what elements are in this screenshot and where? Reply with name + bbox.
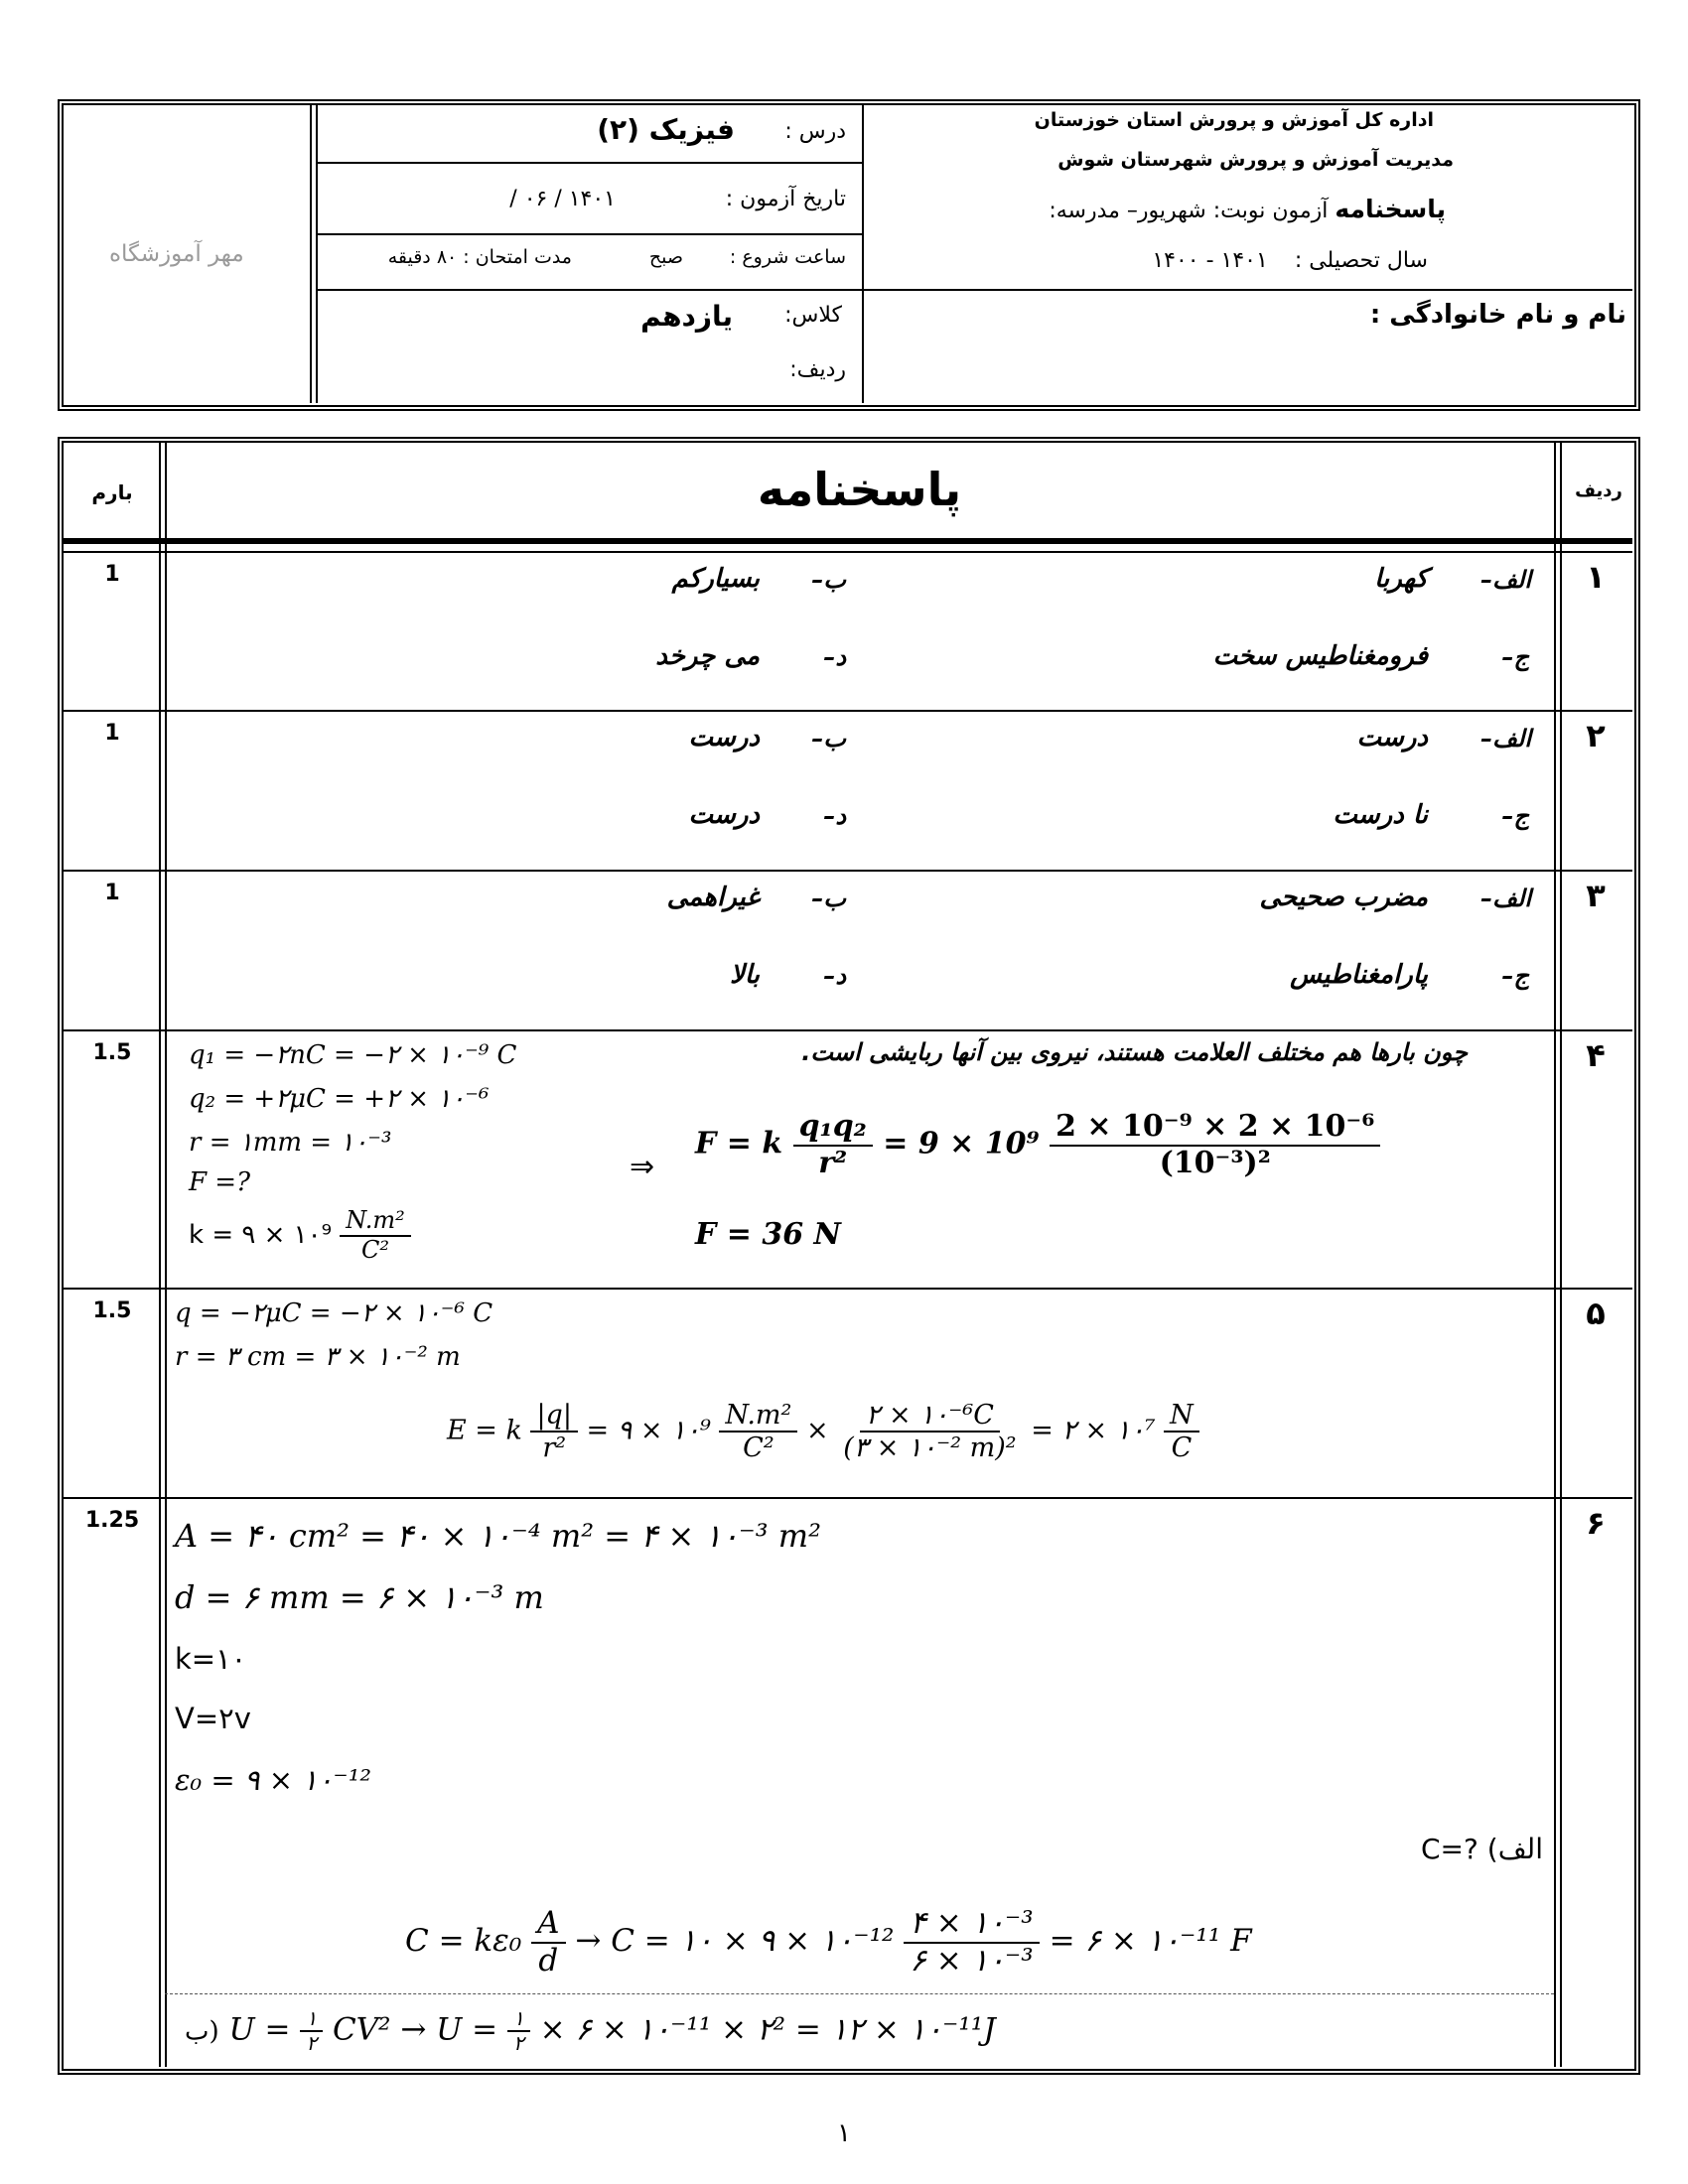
option-a-text: درست <box>1356 723 1428 752</box>
formula-values-den: (10⁻³)² <box>1159 1145 1271 1180</box>
formula-values-fraction <box>1050 1110 1380 1180</box>
question-statement: چون بارها هم مختلف العلامت هستند، نیروی بین آنها ربایشی است. <box>801 1038 1468 1066</box>
given-voltage: V=۲v <box>175 1702 251 1735</box>
formula-mid: = 9 × 10⁹ <box>883 1126 1040 1161</box>
subject-value: فیزیک (۲) <box>597 113 735 146</box>
frac-num: ۱ <box>300 2007 323 2032</box>
option-d-text: می چرخد <box>655 641 760 671</box>
fraction-result-unit <box>1164 1400 1199 1463</box>
option-b-label: ب– <box>811 725 846 752</box>
question-score: 1 <box>104 562 120 587</box>
question-score: 1.5 <box>92 1298 132 1323</box>
option-d-text: درست <box>688 800 760 830</box>
energy-formula <box>185 2007 996 2055</box>
fraction-values <box>904 1906 1039 1979</box>
option-a-text: مضرب صحیحی <box>1259 883 1428 912</box>
option-c-text: نا درست <box>1333 800 1428 830</box>
given-r: r = ۱mm = ۱۰⁻³ <box>189 1128 392 1158</box>
given-epsilon: ε₀ = ۹ × ۱۰⁻¹² <box>175 1763 371 1797</box>
result: F = 36 N <box>695 1217 841 1252</box>
academic-year <box>1152 248 1428 273</box>
option-a-label: الف– <box>1480 885 1531 912</box>
question-number: ۳ <box>1586 877 1606 914</box>
name-label: نام و نام خانوادگی : <box>1369 300 1626 330</box>
row-label: ردیف: <box>789 357 846 382</box>
frac-den: r² <box>542 1433 567 1464</box>
frac-num: A <box>531 1906 565 1944</box>
option-d-text: بالا <box>730 960 760 990</box>
question-number: ۵ <box>1586 1295 1606 1332</box>
question-number: ۶ <box>1586 1504 1606 1542</box>
formula-lhs: F = k <box>695 1126 783 1161</box>
frac-den: ۶ × ۱۰⁻³ <box>910 1942 1034 1979</box>
page-number: ۱ <box>837 2118 851 2148</box>
frac-num: |q| <box>530 1400 577 1433</box>
times-sign: × <box>805 1415 829 1446</box>
school-stamp: مهر آموزشگاه <box>109 241 244 267</box>
part-a-label: الف) ?=C <box>1420 1833 1543 1865</box>
fraction-values <box>837 1400 1022 1463</box>
option-d-label: د– <box>823 643 846 671</box>
option-b-label: ب– <box>811 566 846 594</box>
question-number: ۴ <box>1586 1036 1606 1074</box>
column-header-score: بارم <box>91 480 133 504</box>
formula-frac-num: q₁q₂ <box>793 1110 873 1147</box>
question-number: ۱ <box>1586 558 1606 596</box>
start-time-label: ساعت شروع : <box>729 246 846 268</box>
option-d-label: د– <box>823 802 846 830</box>
fraction-unit <box>719 1400 797 1463</box>
question-score: 1.25 <box>84 1508 140 1533</box>
fraction-half <box>507 2007 530 2055</box>
fraction-q-r <box>530 1400 577 1463</box>
frac-num: ۲ × ۱۰⁻⁶C <box>860 1400 1000 1433</box>
field-formula <box>447 1400 1199 1463</box>
option-a-text: کهربا <box>1374 564 1428 594</box>
frac-den: (۳ × ۱۰⁻² m)² <box>843 1433 1017 1464</box>
question-score: 1 <box>104 721 120 746</box>
option-b-text: غیراهمی <box>666 883 760 912</box>
formula-mid: CV² → U = <box>332 2011 498 2048</box>
formula-frac-den: r² <box>818 1145 848 1180</box>
given-r: r = ۳ cm = ۳ × ۱۰⁻² m <box>175 1342 461 1372</box>
subject-label: درس : <box>784 119 846 144</box>
k-unit-den: C² <box>361 1235 390 1264</box>
formula-lhs: U = <box>228 2011 291 2048</box>
date-label: تاریخ آزمون : <box>725 187 846 211</box>
given-f: F =? <box>189 1167 251 1197</box>
exam-title-rest: آزمون نوبت: شهریور– مدرسه: <box>1049 199 1329 223</box>
exam-duration: مدت امتحان : ۸۰ دقیقه <box>387 246 572 268</box>
class-label: کلاس: <box>784 303 842 328</box>
frac-den: ۲ <box>306 2031 318 2055</box>
frac-num: ۴ × ۱۰⁻³ <box>904 1906 1039 1944</box>
frac-den: C² <box>743 1433 774 1464</box>
given-distance: d = ۶ mm = ۶ × ۱۰⁻³ m <box>175 1578 544 1616</box>
k-value: k = ۹ × ۱۰⁹ <box>189 1220 333 1251</box>
org-line-1: اداره کل آموزش و پرورش استان خوزستان <box>1034 109 1434 131</box>
given-k <box>189 1207 411 1264</box>
exam-title-bold: پاسخنامه <box>1335 195 1446 223</box>
k-unit-fraction <box>340 1207 410 1264</box>
date-value: ۱۴۰۱ / ۰۶ / <box>509 187 616 211</box>
option-a-label: الف– <box>1480 566 1531 594</box>
option-c-label: ج– <box>1501 962 1529 990</box>
academic-year-value: ۱۴۰۱ - ۱۴۰۰ <box>1152 248 1268 273</box>
formula-mid: → C = ۱۰ × ۹ × ۱۰⁻¹² <box>575 1923 895 1960</box>
formula-lhs: C = kε₀ <box>405 1923 522 1960</box>
option-c-label: ج– <box>1501 643 1529 671</box>
part-b-label: ب) <box>185 2016 219 2047</box>
option-c-label: ج– <box>1501 802 1529 830</box>
coulomb-formula <box>695 1110 1380 1180</box>
option-b-text: بسیارکم <box>671 564 760 594</box>
column-header-row: ردیف <box>1575 480 1622 501</box>
frac-den: d <box>538 1942 559 1979</box>
formula-fraction <box>793 1110 873 1180</box>
formula-result: = ۶ × ۱۰⁻¹¹ F <box>1049 1923 1252 1960</box>
option-c-text: پارامغناطیس <box>1290 960 1428 990</box>
exam-title <box>1049 195 1446 223</box>
academic-year-label: سال تحصیلی : <box>1294 248 1428 273</box>
option-c-text: فرومغناطیس سخت <box>1212 641 1428 671</box>
given-area: A = ۴۰ cm² = ۴۰ × ۱۰⁻⁴ m² = ۴ × ۱۰⁻³ m² <box>175 1517 821 1555</box>
question-number: ۲ <box>1586 717 1606 754</box>
column-header-title: پاسخنامه <box>757 463 962 516</box>
question-score: 1.5 <box>92 1040 132 1065</box>
fraction-a-d <box>531 1906 565 1979</box>
given-q: q = −۲μC = −۲ × ۱۰⁻⁶ C <box>175 1298 493 1328</box>
question-score: 1 <box>104 881 120 905</box>
start-time-value: صبح <box>648 246 683 268</box>
given-k: k=۱۰ <box>175 1642 247 1676</box>
option-d-label: د– <box>823 962 846 990</box>
formula-mid: = ۹ × ۱۰⁹ <box>586 1415 711 1446</box>
option-a-label: الف– <box>1480 725 1531 752</box>
formula-values-num: 2 × 10⁻⁹ × 2 × 10⁻⁶ <box>1050 1110 1380 1147</box>
formula-result: = ۲ × ۱۰⁷ <box>1031 1415 1156 1446</box>
formula-lhs: E = k <box>447 1415 522 1446</box>
given-q1: q₁ = −۲nC = −۲ × ۱۰⁻⁹ C <box>189 1040 517 1070</box>
frac-den: C <box>1171 1433 1193 1464</box>
frac-num: N <box>1164 1400 1199 1433</box>
org-line-2: مدیریت آموزش و پرورش شهرستان شوش <box>1057 149 1454 171</box>
option-b-text: درست <box>688 723 760 752</box>
frac-num: N.m² <box>719 1400 797 1433</box>
fraction-half <box>300 2007 323 2055</box>
implies-arrow: ⇒ <box>630 1150 655 1184</box>
capacitance-formula <box>405 1906 1252 1979</box>
k-unit-num: N.m² <box>340 1207 410 1237</box>
formula-result: × ۶ × ۱۰⁻¹¹ × ۲² = ۱۲ × ۱۰⁻¹¹J <box>539 2011 996 2048</box>
option-b-label: ب– <box>811 885 846 912</box>
frac-den: ۲ <box>512 2031 524 2055</box>
given-q2: q₂ = +۲μC = +۲ × ۱۰⁻⁶ <box>189 1084 490 1114</box>
frac-num: ۱ <box>507 2007 530 2032</box>
class-value: یازدهم <box>640 300 733 333</box>
